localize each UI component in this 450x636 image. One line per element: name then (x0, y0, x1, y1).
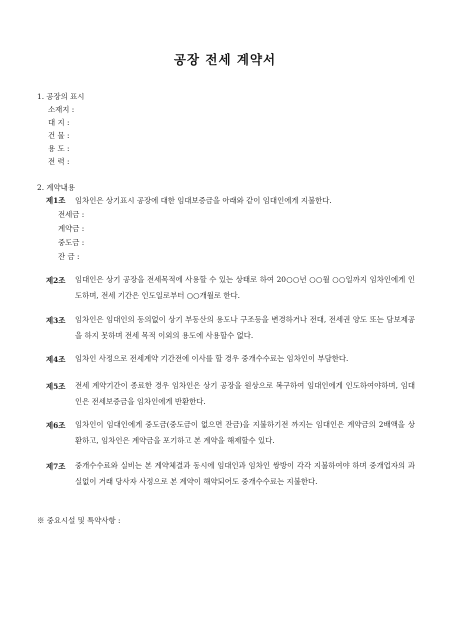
article-1-number: 제1조 (46, 196, 66, 205)
amount-balance: 잔 금 : (58, 252, 80, 261)
amount-deposit: 전세금 : (58, 210, 85, 219)
field-location: 소재지 : (48, 105, 75, 114)
article-4-number: 제4조 (46, 355, 66, 364)
field-building: 건 물 : (48, 131, 70, 140)
document-title: 공장 전세 계약서 (173, 52, 277, 67)
article-2-number: 제2조 (46, 276, 66, 285)
amount-contract: 계약금 : (58, 224, 85, 233)
article-3-number: 제3조 (46, 316, 66, 325)
field-land: 대 지 : (48, 118, 70, 127)
amount-interim: 중도금 : (58, 238, 85, 247)
article-6-number: 제6조 (46, 421, 66, 430)
article-3-text: 임차인은 임대인의 동의없이 상기 부동산의 용도나 구조등을 변경하거나 전대, 전세권 양도 또는 담보제공을 하지 못하며 전세 목적 이외의 용도에 사용할수 없다. (75, 315, 415, 340)
article-4-text: 임차인 사정으로 전세계약 기간전에 이사를 할 경우 중개수수료는 임차인이 부담한다. (75, 354, 349, 363)
section2-heading: 2. 계약내용 (37, 183, 75, 192)
article-5-number: 제5조 (46, 382, 66, 391)
article-7-text: 중개수수료와 실비는 본 계약체결과 동시에 임대인과 임차인 쌍방이 각각 지불하여야 하며 중개업자의 과실없이 거래 당사자 사정으로 본 계약이 해약되어도 중개수수료는 지불한다. (75, 461, 415, 486)
article-7-number: 제7조 (46, 462, 66, 471)
special-terms-note: ※ 중요시설 및 특약사항 : (37, 516, 121, 525)
field-usage: 용 도 : (48, 144, 70, 153)
field-power: 전 력 : (48, 157, 70, 166)
article-6-text: 임차인이 임대인에게 중도금(중도금이 없으면 잔금)을 지불하기전 까지는 임대인은 계약금의 2배액을 상환하고, 임차인은 계약금을 포기하고 본 계약을 해제할수 있다. (75, 420, 415, 445)
section1-heading: 1. 공장의 표시 (37, 92, 85, 101)
article-2-text: 임대인은 상기 공장을 전세목적에 사용할 수 있는 상태로 하여 20○○년 ○○월 ○○일까지 임차인에게 인도하며, 전세 기간은 인도일로부터 ○○개월로 한다. (75, 275, 415, 300)
article-5-text: 전세 계약기간이 종료한 경우 임차인은 상기 공장을 원상으로 복구하여 임대인에게 인도하여야하며, 임대인은 전세보증금을 임차인에게 반환한다. (75, 381, 415, 406)
article-1-text: 임차인은 상기표시 공장에 대한 임대보증금을 아래와 같이 임대인에게 지불한다. (75, 196, 332, 205)
